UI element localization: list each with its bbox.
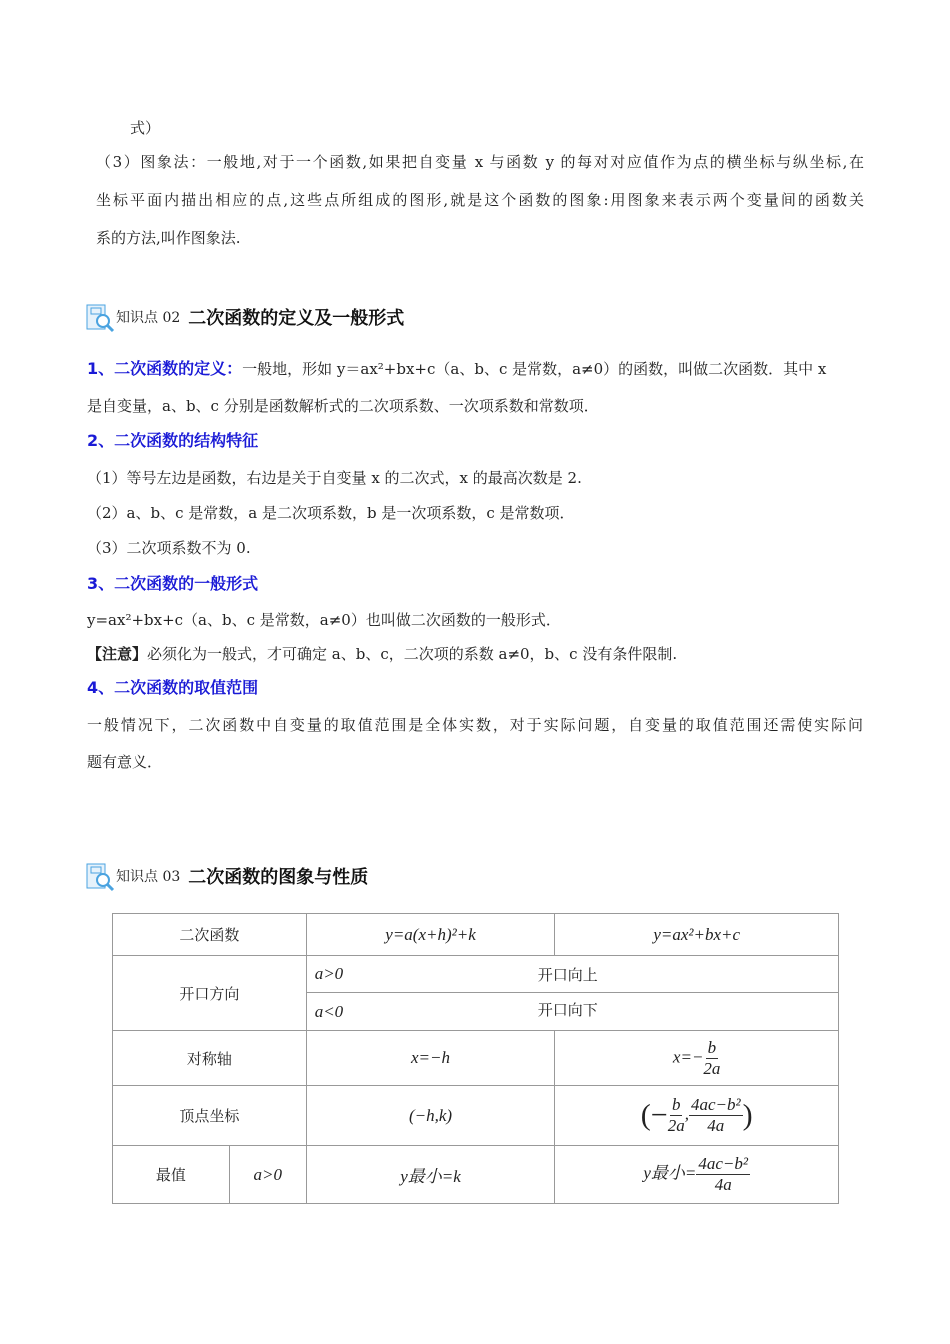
subheading-text: 1、二次函数的定义：	[87, 359, 243, 378]
fraction	[668, 1095, 685, 1136]
section-header-02	[86, 302, 404, 332]
denominator: 2a	[667, 1116, 685, 1135]
cell: y=a(x+h)²+k	[306, 914, 555, 956]
numerator: 4ac−b²	[690, 1095, 741, 1114]
value: 开口向上	[537, 966, 598, 984]
text-line: 题有意义．	[87, 753, 163, 771]
cell: 开口方向	[113, 956, 307, 1031]
text-line	[87, 644, 863, 664]
table-row	[113, 914, 839, 956]
denominator: 4a	[714, 1175, 732, 1194]
section-header-03	[86, 861, 368, 891]
section-number: 知识点 02	[116, 310, 181, 326]
table-row	[113, 1086, 839, 1146]
text-line: （1）等号左边是函数，右边是关于自变量 x 的二次式，x 的最高次数是 2.	[87, 469, 582, 487]
cell: 顶点坐标	[113, 1086, 307, 1146]
text-line: 是自变量，a、b、c 分别是函数解析式的二次项系数、一次项系数和常数项．	[87, 397, 599, 415]
section-title: 二次函数的定义及一般形式	[188, 308, 405, 329]
cell: 对称轴	[113, 1031, 307, 1086]
subheading: 2、二次函数的结构特征	[87, 431, 259, 450]
table-row	[113, 956, 839, 993]
cell: (−h,k)	[306, 1086, 555, 1146]
numerator: 4ac−b²	[698, 1154, 748, 1173]
cell: y=ax²+bx+c	[555, 914, 839, 956]
cell: x=−h	[306, 1031, 555, 1086]
text-line: 一般情况下，二次函数中自变量的取值范围是全体实数，对于实际问题，自变量的取值范围还需使实际问	[87, 716, 863, 734]
paren: (−	[640, 1098, 668, 1132]
text-line: （3）图象法：一般地,对于一个函数,如果把自变量 x 与函数 y 的每对对应值作为点的横坐标与纵坐标,在	[96, 153, 864, 171]
text-line: y=ax²+bx+c（a、b、c 是常数，a≠0）也叫做二次函数的一般形式．	[87, 611, 561, 629]
subheading: 4、二次函数的取值范围	[87, 678, 259, 697]
formula-part: y最小=	[643, 1163, 697, 1183]
cell: 最值	[113, 1146, 230, 1204]
condition: a>0	[314, 964, 344, 983]
text-line: 系的方法,叫作图象法.	[96, 229, 241, 247]
text-line: （2）a、b、c 是常数，a 是二次项系数，b 是一次项系数，c 是常数项．	[87, 504, 575, 522]
value: 开口向下	[537, 1001, 598, 1019]
formula-part: x=−	[672, 1046, 704, 1066]
cell	[555, 1031, 839, 1086]
cell	[555, 1146, 839, 1204]
cell: a>0	[229, 1146, 306, 1204]
section-title: 二次函数的图象与性质	[188, 867, 369, 888]
paren: )	[742, 1098, 753, 1132]
cell	[306, 993, 838, 1031]
subheading: 3、二次函数的一般形式	[87, 574, 259, 593]
numerator: b	[671, 1095, 681, 1114]
properties-table	[112, 913, 839, 1204]
cell: y最小=k	[306, 1146, 555, 1204]
denominator: 2a	[703, 1058, 721, 1078]
cell	[306, 956, 838, 993]
knowledge-search-icon	[86, 303, 114, 331]
subheading	[87, 359, 826, 379]
text-line: （3）二次项系数不为 0.	[87, 539, 251, 557]
text: 必须化为一般式，才可确定 a、b、c，二次项的系数 a≠0，b、c 没有条件限制.	[147, 645, 678, 663]
denominator: 4a	[707, 1116, 725, 1135]
text: 一般地，形如 y＝ax²+bx+c（a、b、c 是常数，a≠0）的函数，叫做二次函数．其中 x	[242, 360, 827, 378]
cell	[555, 1086, 839, 1146]
text-line: 式）	[130, 119, 161, 137]
section-number: 知识点 03	[116, 869, 181, 885]
text-line: 坐标平面内描出相应的点,这些点所组成的图形,就是这个函数的图象:用图象来表示两个变量间的函数关	[96, 191, 864, 209]
numerator: b	[707, 1037, 717, 1057]
fraction	[703, 1038, 720, 1079]
table-row	[113, 1031, 839, 1086]
condition: a<0	[314, 1001, 344, 1021]
table-row	[113, 1146, 839, 1204]
knowledge-search-icon	[86, 862, 114, 890]
cell: 二次函数	[113, 914, 307, 956]
comma: ,	[684, 1104, 689, 1124]
fraction	[696, 1154, 750, 1195]
note-label: 【注意】	[87, 645, 148, 663]
fraction	[689, 1095, 743, 1136]
